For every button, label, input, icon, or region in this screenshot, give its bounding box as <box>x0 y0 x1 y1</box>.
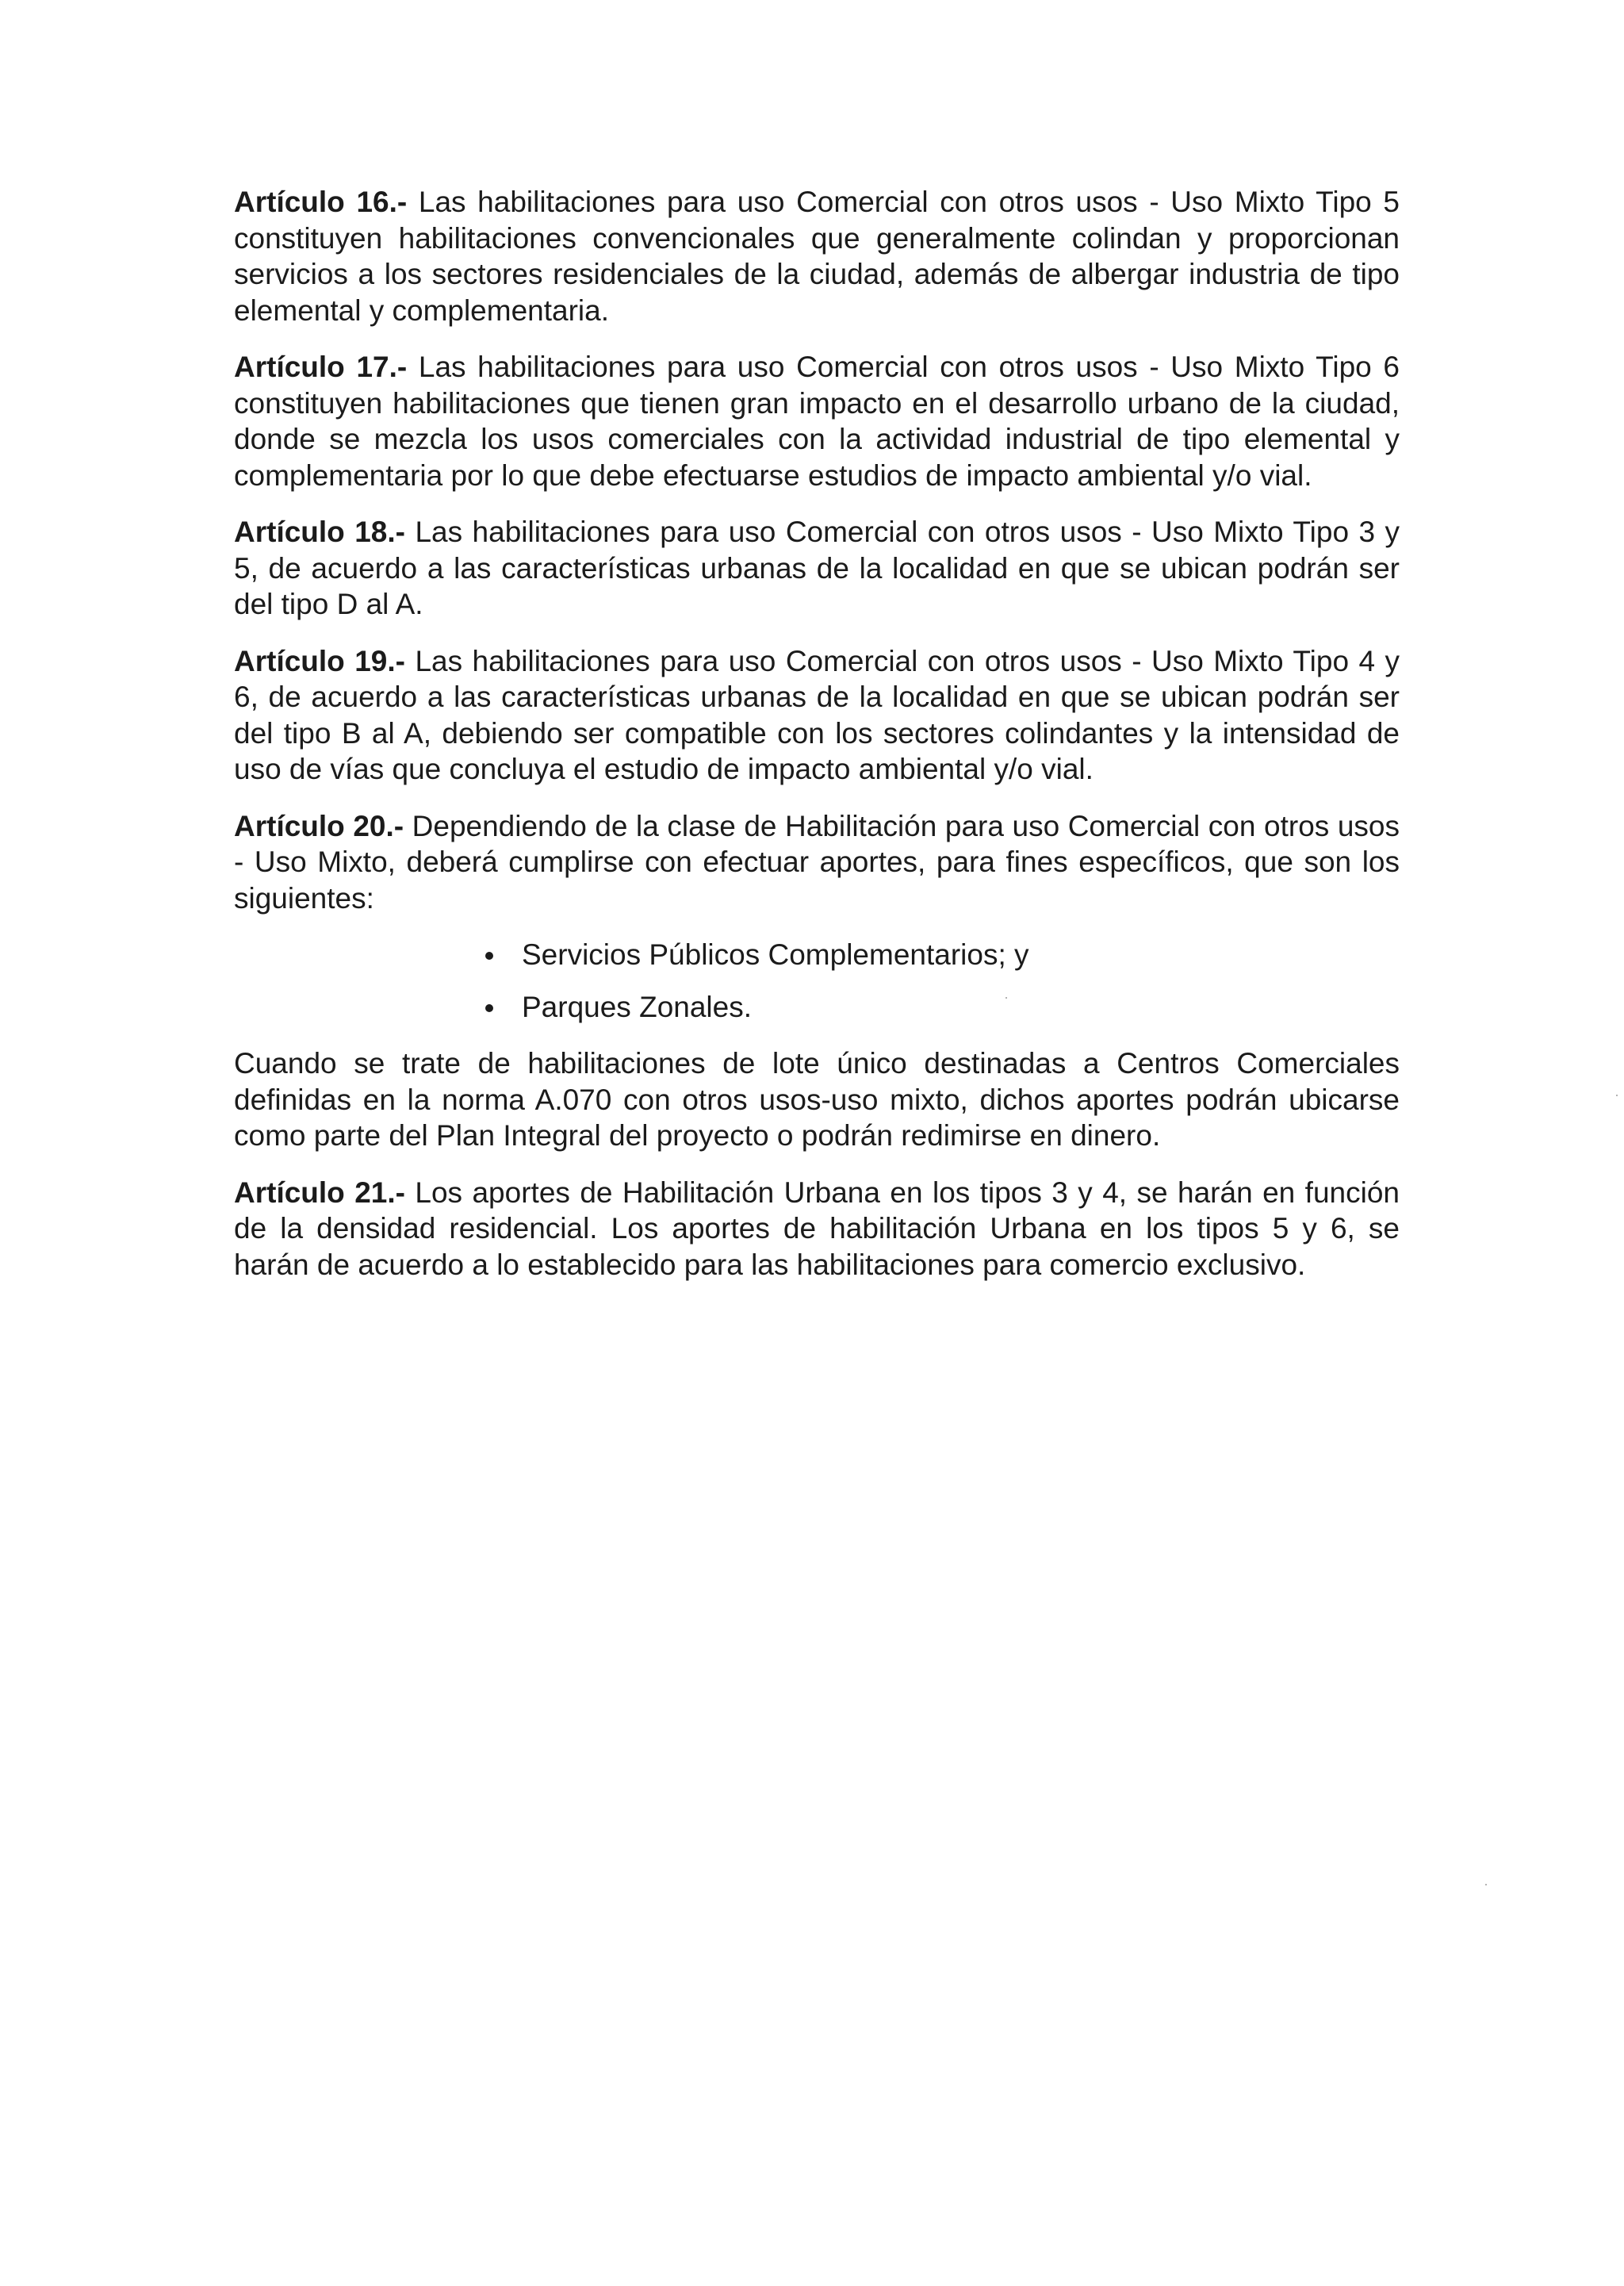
contribution-list <box>234 937 1400 1025</box>
article-21-text: Los aportes de Habilitación Urbana en los tipos 3 y 4, se harán en función de la densidad residencial. Los aportes de habilitación Urbana en los tipos 5 y 6, se harán de acuerdo a lo establecido para las habilitaciones para comercio exclusivo. <box>234 1176 1400 1281</box>
list-item <box>484 989 1400 1025</box>
article-19-label: Artículo 19.- <box>234 644 405 677</box>
article-18-text: Las habilitaciones para uso Comercial con otros usos - Uso Mixto Tipo 3 y 5, de acuerdo a las características urbanas de la localidad en que se ubican podrán ser del tipo D al A. <box>234 516 1400 620</box>
article-19-text: Las habilitaciones para uso Comercial con otros usos - Uso Mixto Tipo 4 y 6, de acuerdo a las características urbanas de la localidad en que se ubican podrán ser del tipo B al A, debiendo ser compatible con los sectores colindantes y la intensidad de uso de vías que concluya el estudio de impacto ambiental y/o vial. <box>234 644 1400 785</box>
article-18 <box>234 514 1400 623</box>
list-item-text: Servicios Públicos Complementarios; y <box>522 938 1029 971</box>
list-item <box>484 937 1400 972</box>
article-16-text: Las habilitaciones para uso Comercial con otros usos - Uso Mixto Tipo 5 constituyen habilitaciones convencionales que generalmente colindan y proporcionan servicios a los sectores residenciales de la ciudad, además de albergar industria de tipo elemental y complementaria. <box>234 186 1400 327</box>
closing-paragraph: Cuando se trate de habilitaciones de lote único destinadas a Centros Comerciales definidas en la norma A.070 con otros usos-uso mixto, dichos aportes podrán ubicarse como parte del Plan Integral del proyecto o podrán redimirse en dinero. <box>234 1047 1400 1152</box>
scan-speck <box>1485 1884 1487 1885</box>
article-20 <box>234 808 1400 917</box>
article-17 <box>234 349 1400 493</box>
article-21 <box>234 1175 1400 1283</box>
list-item-text: Parques Zonales. <box>522 991 753 1023</box>
article-20-label: Artículo 20.- <box>234 809 404 842</box>
article-21-label: Artículo 21.- <box>234 1176 405 1209</box>
article-17-text: Las habilitaciones para uso Comercial con otros usos - Uso Mixto Tipo 6 constituyen habilitaciones que tienen gran impacto en el desarrollo urbano de la ciudad, donde se mezcla los usos comerciales con la actividad industrial de tipo elemental y complementaria por lo que debe efectuarse estudios de impacto ambiental y/o vial. <box>234 351 1400 492</box>
article-20-text: Dependiendo de la clase de Habilitación para uso Comercial con otros usos - Uso Mixto, deberá cumplirse con efectuar aportes, para fines específicos, que son los siguientes: <box>234 809 1400 915</box>
article-16 <box>234 184 1400 328</box>
scan-speck <box>1005 997 1007 999</box>
article-19 <box>234 643 1400 788</box>
article-17-label: Artículo 17.- <box>234 351 408 383</box>
bullet-icon <box>485 952 493 960</box>
document-body <box>234 184 1400 1303</box>
article-18-label: Artículo 18.- <box>234 516 405 548</box>
bullet-icon <box>485 1004 493 1012</box>
article-16-label: Artículo 16.- <box>234 186 408 218</box>
scan-speck <box>1616 1095 1618 1096</box>
